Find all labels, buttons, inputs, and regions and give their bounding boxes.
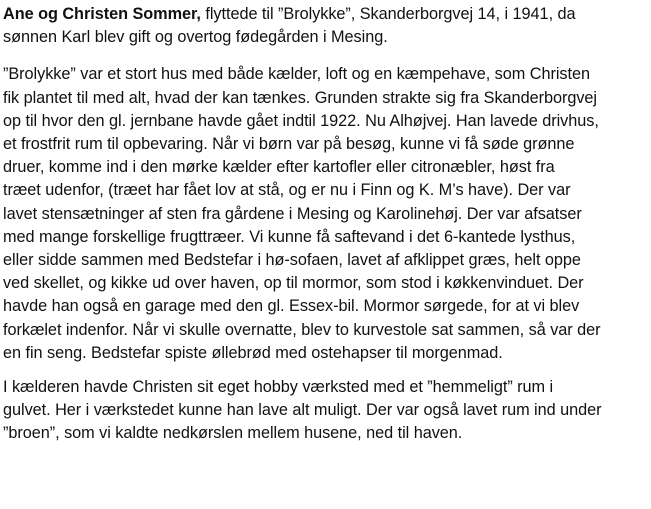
text-line: ”broen”, som vi kaldte nedkørslen mellem husene, ned til haven. [3, 424, 463, 443]
document-body [3, 3, 648, 446]
intro-line-1-rest: flyttede til ”Brolykke”, Skanderborgvej 14, i 1941, da [200, 5, 576, 23]
text-line: fik plantet til med alt, hvad der kan tænkes. Grunden strakte sig fra Skanderborgvej [3, 88, 597, 107]
text-line: træet udenfor, (træet har fået lov at stå, og er nu i Finn og K. M’s have). Der var [3, 181, 571, 200]
text-line: med mange forskellige frugttræer. Vi kunne få saftevand i det 6-kantede lysthus, [3, 227, 576, 246]
paragraph-spacer [3, 365, 648, 376]
paragraph-intro [3, 3, 648, 49]
text-line: lavet stensætninger af sten fra gårdene i Mesing og Karolinehøj. Der var afsatser [3, 204, 582, 223]
text-line: ved skellet, og kikke ud over haven, op til mormor, som stod i køkkenvinduet. Der [3, 274, 584, 293]
text-line [3, 3, 648, 26]
text-line: havde han også en garage med den gl. Essex-bil. Mormor sørgede, for at vi blev [3, 297, 580, 316]
text-line: sønnen Karl blev gift og overtog fødegården i Mesing. [3, 28, 388, 47]
paragraph-house [3, 63, 648, 365]
text-line: en fin seng. Bedstefar spiste øllebrød med ostehapser til morgenmad. [3, 343, 503, 362]
names-bold-lead: Ane og Christen Sommer, [3, 5, 201, 23]
text-line: gulvet. Her i værkstedet kunne han lave alt muligt. Der var også lavet rum ind under [3, 401, 602, 420]
text-line: I kælderen havde Christen sit eget hobby værksted med et ”hemmeligt” rum i [3, 378, 554, 397]
text-line: op til hvor den gl. jernbane havde gået indtil 1922. Nu Alhøjvej. Han lavede drivhus, [3, 111, 599, 130]
paragraph-spacer [3, 49, 648, 63]
text-line: forkælet indenfor. Når vi skulle overnatte, blev to kurvestole sat sammen, så var der [3, 320, 601, 339]
text-line: druer, komme ind i den mørke kælder efter kartofler eller citronæbler, høst fra [3, 158, 555, 177]
text-line: et frostfrit rum til opbevaring. Når vi børn var på besøg, kunne vi få søde grønne [3, 135, 575, 154]
text-line: ”Brolykke” var et stort hus med både kælder, loft og en kæmpehave, som Christen [3, 65, 590, 84]
paragraph-workshop [3, 376, 648, 446]
text-line: eller sidde sammen med Bedstefar i hø-sofaen, lavet af afklippet græs, helt oppe [3, 251, 581, 270]
